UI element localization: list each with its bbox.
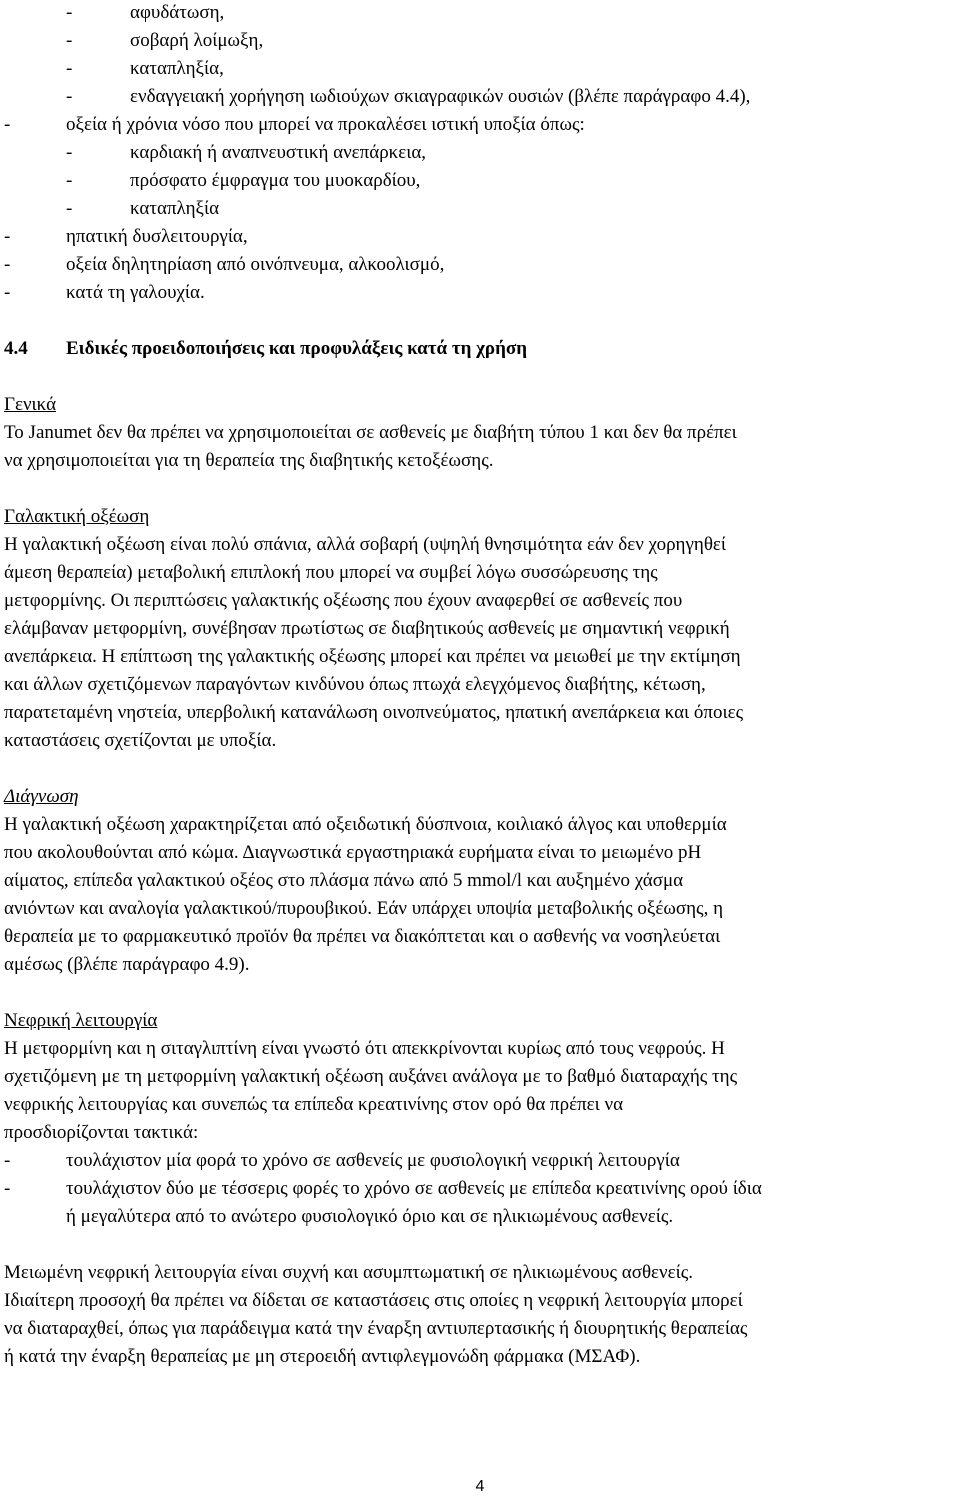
list-item: σοβαρή λοίμωξη, — [130, 30, 264, 51]
list-dash: - — [66, 198, 73, 219]
text-line: Η γαλακτική οξέωση είναι πολύ σπάνια, αλλά σοβαρή (υψηλή θνησιμότητα εάν δεν χορηγηθεί — [4, 534, 727, 555]
list-dash: - — [4, 114, 11, 135]
list-item: καρδιακή ή αναπνευστική ανεπάρκεια, — [130, 142, 427, 163]
list-dash: - — [66, 86, 73, 107]
text-line: νεφρικής λειτουργίας και συνεπώς τα επίπεδα κρεατινίνης στον ορό θα πρέπει να — [4, 1094, 624, 1115]
text-line: σχετιζόμενη με τη μετφορμίνη γαλακτική οξέωση αυξάνει ανάλογα με το βαθμό διαταραχής της — [4, 1066, 738, 1087]
list-item: οξεία δηλητηρίαση από οινόπνευμα, αλκοολισμό, — [66, 254, 445, 275]
text-line: θεραπεία με το φαρμακευτικό προϊόν θα πρέπει να διακόπτεται και ο ασθενής να νοσηλεύεται — [4, 926, 721, 947]
list-dash: - — [4, 1150, 11, 1171]
text-line: αμέσως (βλέπε παράγραφο 4.9). — [4, 954, 250, 975]
text-line: ελάμβαναν μετφορμίνη, συνέβησαν πρωτίστως σε διαβητικούς ασθενείς με σημαντική νεφρική — [4, 618, 730, 639]
list-item: καταπληξία — [130, 198, 220, 219]
text-line: ή κατά την έναρξη θεραπείας με μη στεροειδή αντιφλεγμονώδη φάρμακα (ΜΣΑΦ). — [4, 1346, 641, 1367]
list-item: κατά τη γαλουχία. — [66, 282, 205, 303]
list-item: καταπληξία, — [130, 58, 224, 79]
list-dash: - — [66, 2, 73, 23]
text-line: να διαταραχθεί, όπως για παράδειγμα κατά την έναρξη αντιυπερτασικής ή διουρητικής θεραπείας — [4, 1318, 748, 1339]
text-line: άμεση θεραπεία) μεταβολική επιπλοκή που μπορεί να συμβεί λόγω συσσώρευσης της — [4, 562, 658, 583]
list-dash: - — [66, 58, 73, 79]
list-item: ηπατική δυσλειτουργία, — [66, 226, 248, 247]
list-dash: - — [4, 1178, 11, 1199]
list-item: αφυδάτωση, — [130, 2, 225, 23]
text-line: καταστάσεις σχετίζονται με υποξία. — [4, 730, 277, 751]
subheading-lactic-acidosis: Γαλακτική οξέωση — [4, 506, 150, 527]
text-line: που ακολουθούνται από κώμα. Διαγνωστικά εργαστηριακά ευρήματα είναι το μειωμένο pH — [4, 842, 702, 863]
list-item-continuation: ή μεγαλύτερα από το ανώτερο φυσιολογικό όριο και σε ηλικιωμένους ασθενείς. — [66, 1206, 674, 1227]
list-item: ενδαγγειακή χορήγηση ιωδιούχων σκιαγραφικών ουσιών (βλέπε παράγραφο 4.4), — [130, 86, 751, 107]
section-number: 4.4 — [4, 338, 28, 359]
text-line: Η γαλακτική οξέωση χαρακτηρίζεται από οξειδωτική δύσπνοια, κοιλιακό άλγος και υποθερμία — [4, 814, 727, 835]
text-line: μετφορμίνης. Οι περιπτώσεις γαλακτικής οξέωσης που έχουν αναφερθεί σε ασθενείς που — [4, 590, 683, 611]
list-dash: - — [66, 30, 73, 51]
text-line: και άλλων σχετιζόμενων παραγόντων κινδύνου όπως πτωχά ελεγχόμενος διαβήτης, κέτωση, — [4, 674, 706, 695]
text-line: αίματος, επίπεδα γαλακτικού οξέος στο πλάσμα πάνω από 5 mmol/l και αυξημένο χάσμα — [4, 870, 684, 891]
text-line: προσδιορίζονται τακτικά: — [4, 1122, 199, 1143]
subheading-general: Γενικά — [4, 394, 57, 415]
text-line: Μειωμένη νεφρική λειτουργία είναι συχνή και ασυμπτωματική σε ηλικιωμένους ασθενείς. — [4, 1262, 693, 1283]
list-item: τουλάχιστον δύο με τέσσερις φορές το χρόνο σε ασθενείς με επίπεδα κρεατινίνης ορού ίδια — [66, 1178, 762, 1199]
list-item: πρόσφατο έμφραγμα του μυοκαρδίου, — [130, 170, 421, 191]
list-item: οξεία ή χρόνια νόσο που μπορεί να προκαλέσει ιστική υποξία όπως: — [66, 114, 585, 135]
page-number: 4 — [475, 1478, 485, 1495]
section-title: Ειδικές προειδοποιήσεις και προφυλάξεις κατά τη χρήση — [66, 338, 527, 359]
text-line: ανιόντων και αναλογία γαλακτικού/πυρουβικού. Εάν υπάρχει υποψία μεταβολικής οξέωσης, η — [4, 898, 724, 919]
list-dash: - — [4, 226, 11, 247]
text-line: ανεπάρκεια. Η επίπτωση της γαλακτικής οξέωσης μπορεί και πρέπει να μειωθεί με την εκτίμηση — [4, 646, 741, 667]
text-line: Η μετφορμίνη και η σιταγλιπτίνη είναι γνωστό ότι απεκκρίνονται κυρίως από τους νεφρούς. Η — [4, 1038, 725, 1059]
subheading-renal-function: Νεφρική λειτουργία — [4, 1010, 158, 1031]
list-dash: - — [4, 282, 11, 303]
list-dash: - — [66, 170, 73, 191]
list-dash: - — [4, 254, 11, 275]
list-dash: - — [66, 142, 73, 163]
list-item: τουλάχιστον μία φορά το χρόνο σε ασθενείς με φυσιολογική νεφρική λειτουργία — [66, 1150, 680, 1171]
subheading-diagnosis: Διάγνωση — [4, 786, 79, 807]
text-line: παρατεταμένη νηστεία, υπερβολική κατανάλωση οινοπνεύματος, ηπατική ανεπάρκεια και όποιες — [4, 702, 744, 723]
text-line: να χρησιμοποιείται για τη θεραπεία της διαβητικής κετοξέωσης. — [4, 450, 494, 471]
text-line: Το Janumet δεν θα πρέπει να χρησιμοποιείται σε ασθενείς με διαβήτη τύπου 1 και δεν θα πρέπει — [4, 422, 737, 443]
text-line: Ιδιαίτερη προσοχή θα πρέπει να δίδεται σε καταστάσεις στις οποίες η νεφρική λειτουργία μπορεί — [4, 1290, 743, 1311]
